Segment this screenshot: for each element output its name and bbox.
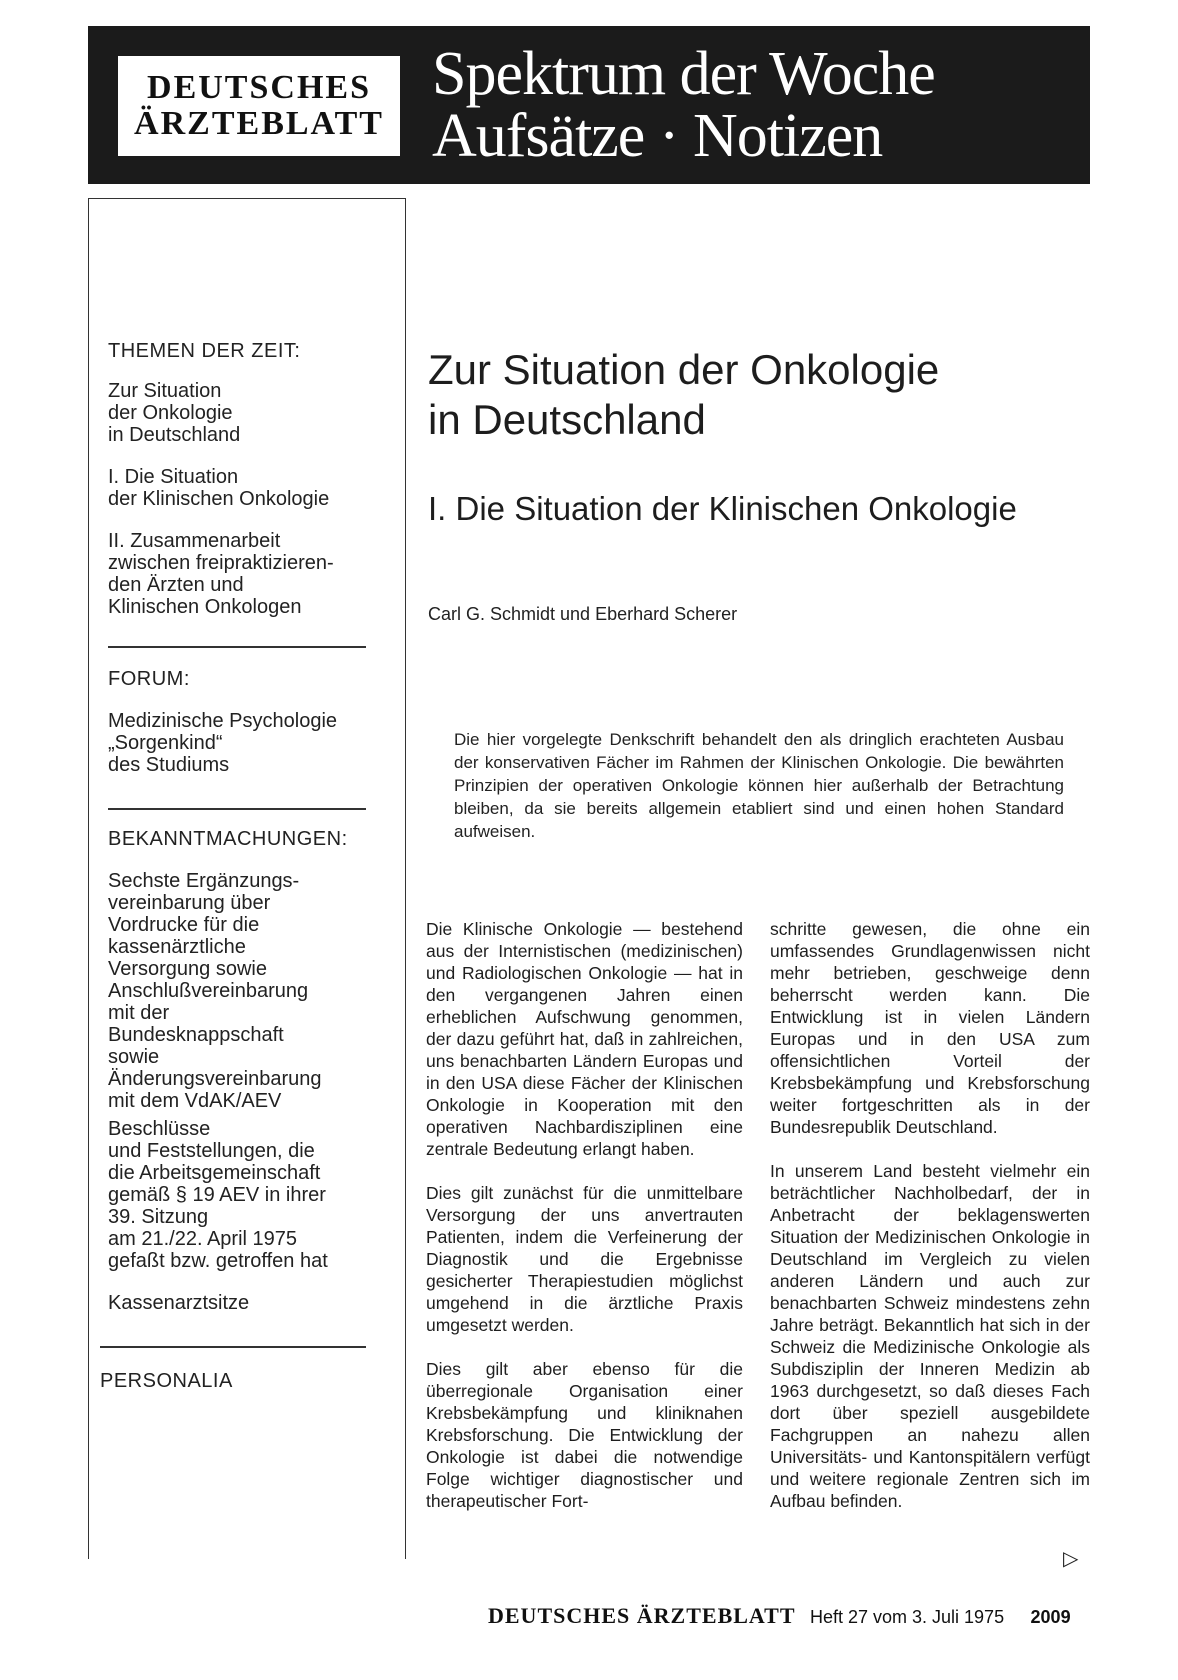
sidebar-heading-forum: FORUM: <box>108 668 190 690</box>
sidebar-heading-bekanntmachungen: BEKANNTMACHUNGEN: <box>108 828 348 850</box>
paragraph: In unserem Land besteht vielmehr ein beträchtlicher Nachholbedarf, der in Anbetracht der beklagenswerten Situation der Medizinischen Onkologie in Deutschland im Vergleich zu vielen anderen Ländern und auch zur benachbarten Schweiz mindestens zehn Jahre beträgt. Bekanntlich hat sich in der Schweiz die Medizinische Onkologie als Subdisziplin der Inneren Medizin ab 1963 durchgesetzt, so daß dieses Fach dort über speziell ausgebildete Fachgruppen an nahezu allen Universitäts- und Kantonspitälern verfügt und weitere regionale Zentren sich im Aufbau befinden. <box>770 1161 1090 1511</box>
masthead-title-line-1: Spektrum der Woche <box>432 40 935 108</box>
footer-journal-name: DEUTSCHES ÄRZTEBLATT <box>488 1603 796 1628</box>
article-authors: Carl G. Schmidt und Eberhard Scherer <box>428 604 738 624</box>
footer-issue: Heft 27 vom 3. Juli 1975 <box>809 1607 1005 1627</box>
paragraph: schritte gewesen, die ohne ein umfassendes Grundlagenwissen nicht mehr betrieben, geschweige denn beherrscht werden kann. Die Entwicklung ist in vielen Ländern Europas und in den USA zum offensichtlichen Vorteil der Krebsbekämpfung und Krebsforschung weiter fortgeschritten als in der Bundesrepublik Deutschland. <box>770 919 1090 1137</box>
body-column-1 <box>426 918 743 1534</box>
sidebar-entry: Beschlüsse und Feststellungen, die die Arbeitsgemeinschaft gemäß § 19 AEV in ihrer 39. Sitzung am 21./22. April 1975 gefaßt bzw. getroffen hat <box>108 1118 328 1272</box>
logo-line-1: DEUTSCHES <box>147 69 371 106</box>
body-column-2 <box>770 918 1090 1534</box>
continue-arrow-icon: ▷ <box>1063 1548 1079 1570</box>
sidebar-entry: Kassenarztsitze <box>108 1292 250 1314</box>
sidebar-heading-personalia: PERSONALIA <box>100 1370 233 1392</box>
sidebar-entry: Zur Situation der Onkologie in Deutschland <box>108 380 241 446</box>
article-title: Zur Situation der Onkologie in Deutschland <box>428 346 940 443</box>
sidebar-divider <box>100 1346 366 1348</box>
sidebar-entry: II. Zusammenarbeit zwischen freipraktizieren- den Ärzten und Klinischen Onkologen <box>108 530 334 618</box>
sidebar-divider <box>108 808 366 810</box>
page-footer <box>488 1603 1071 1629</box>
article-abstract: Die hier vorgelegte Denkschrift behandelt den als dringlich erachteten Ausbau der konservativen Fächer im Rahmen der Klinischen Onkologie. Die bewährten Prinzipien der operativen Onkologie können hier außerhalb der Betrachtung bleiben, da sie bereits allgemein etabliert sind und einen hohen Standard aufweisen. <box>454 730 1064 841</box>
sidebar-entry: I. Die Situation der Klinischen Onkologie <box>108 466 330 510</box>
article-subtitle: I. Die Situation der Klinischen Onkologie <box>428 490 1017 527</box>
sidebar-divider <box>108 646 366 648</box>
paragraph: Die Klinische Onkologie — bestehend aus der Internistischen (medizinischen) und Radiologischen Onkologie — hat in den vergangenen Jahren einen erheblichen Aufschwung genommen, der dazu geführt hat, daß in zahlreichen, uns benachbarten Ländern Europas und in den USA diese Fächer der Klinischen Onkologie in Kooperation mit den operativen Nachbardisziplinen eine zentrale Bedeutung erlangt haben. <box>426 919 743 1159</box>
masthead-title-line-2: Aufsätze · Notizen <box>432 102 883 170</box>
logo-line-2: ÄRZTEBLATT <box>134 105 384 142</box>
sidebar-entry: Sechste Ergänzungs- vereinbarung über Vordrucke für die kassenärztliche Versorgung sowie Anschlußvereinbarung mit der Bundesknappschaft sowie Änderungsvereinbarung mit dem VdAK/AEV <box>108 870 322 1112</box>
journal-logo <box>118 56 400 156</box>
sidebar-entry: Medizinische Psychologie „Sorgenkind“ des Studiums <box>108 710 338 776</box>
paragraph: Dies gilt zunächst für die unmittelbare Versorgung der uns anvertrauten Patienten, indem die Verfeinerung der Diagnostik und die Ergebnisse gesicherter Therapiestudien möglichst umgehend in die ärztliche Praxis umgesetzt werden. <box>426 1183 743 1335</box>
page-number: 2009 <box>1030 1607 1071 1627</box>
paragraph: Dies gilt aber ebenso für die überregionale Organisation einer Krebsbekämpfung und kliniknahen Krebsforschung. Die Entwicklung der Onkologie ist dabei die notwendige Folge wichtiger diagnostischer und therapeutischer Fort- <box>426 1359 743 1511</box>
sidebar-heading-themen: THEMEN DER ZEIT: <box>108 340 301 362</box>
